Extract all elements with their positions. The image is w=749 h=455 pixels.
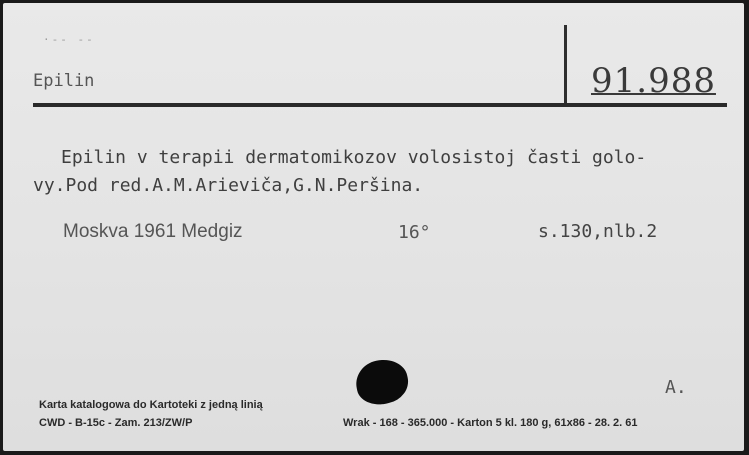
title-line-1: Epilin v terapii dermatomikozov volosistoj časti golo- — [61, 147, 647, 168]
title-line-2: vy.Pod red.A.M.Arieviča,G.N.Peršina. — [33, 175, 424, 196]
footer-print-details: Wrak - 168 - 365.000 - Karton 5 kl. 180 g, 61x86 - 28. 2. 61 — [343, 417, 638, 429]
footer-print-code: CWD - B-15c - Zam. 213/ZW/P — [39, 417, 193, 429]
format: 16° — [398, 222, 431, 243]
imprint: Moskva 1961 Medgiz — [63, 221, 243, 242]
vertical-rule — [564, 25, 567, 105]
card-heading: Epilin — [33, 71, 95, 91]
call-number: 91.988 — [591, 61, 716, 101]
catalog-card — [3, 3, 744, 451]
horizontal-rule — [33, 103, 727, 107]
cataloger-mark: A. — [665, 377, 687, 398]
faint-smudge: ·-- -- — [43, 33, 95, 46]
footer-line-1: Karta katalogowa do Kartoteki z jedną linią — [39, 399, 263, 411]
ink-blot — [352, 355, 412, 409]
pagination: s.130,nlb.2 — [538, 221, 658, 242]
